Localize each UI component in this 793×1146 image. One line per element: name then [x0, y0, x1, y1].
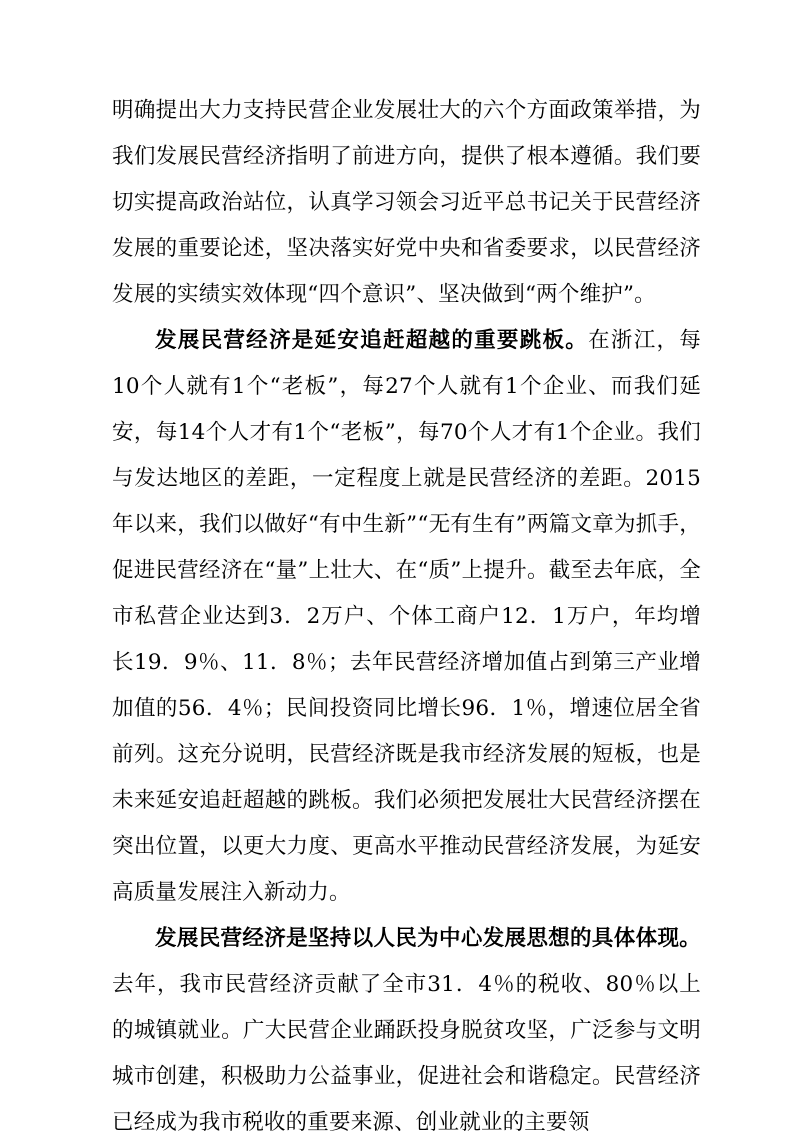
paragraph-1-text: 明确提出大力支持民营企业发展壮大的六个方面政策举措，为我们发展民营经济指明了前进方向，提供了根本遵循。我们要切实提高政治站位，认真学习领会习近平总书记关于民营经济发展的重要论述，坚决落实好党中央和省委要求，以民营经济发展的实绩实效体现“四个意识”、坚决做到“两个维护”。 — [112, 98, 701, 307]
paragraph-3-lead: 发展民营经济是坚持以人民为中心发展思想的具体体现。 — [155, 926, 701, 951]
paragraph-2-text: 在浙江，每10个人就有1个“老板”，每27个人就有1个企业、而我们延安，每14个人才有1个“老板”，每70个人才有1个企业。我们与发达地区的差距，一定程度上就是民营经济的差距。2015年以来，我们以做好“有中生新”“无有生有”两篇文章为抓手，促进民营经济在“量”上壮大、在“质”上提升。截至去年底，全市私营企业达到3．2万户、个体工商户12．1万户，年均增长19．9％、11．8％；去年民营经济增加值占到第三产业增加值的56．4％；民间投资同比增长96．1％，增速位居全省前列。这充分说明，民营经济既是我市经济发展的短板，也是未来延安追赶超越的跳板。我们必须把发展壮大民营经济摆在突出位置，以更大力度、更高水平推动民营经济发展，为延安高质量发展注入新动力。 — [112, 328, 701, 905]
paragraph-3 — [112, 916, 701, 1146]
paragraph-2 — [112, 318, 701, 916]
paragraph-3-text: 去年，我市民营经济贡献了全市31．4％的税收、80％以上的城镇就业。广大民营企业踊跃投身脱贫攻坚，广泛参与文明城市创建，积极助力公益事业，促进社会和谐稳定。民营经济已经成为我市税收的重要来源、创业就业的主要领 — [112, 972, 701, 1135]
paragraph-1 — [112, 88, 701, 318]
paragraph-2-lead: 发展民营经济是延安追赶超越的重要跳板。 — [155, 328, 589, 353]
document-body — [112, 88, 701, 1146]
